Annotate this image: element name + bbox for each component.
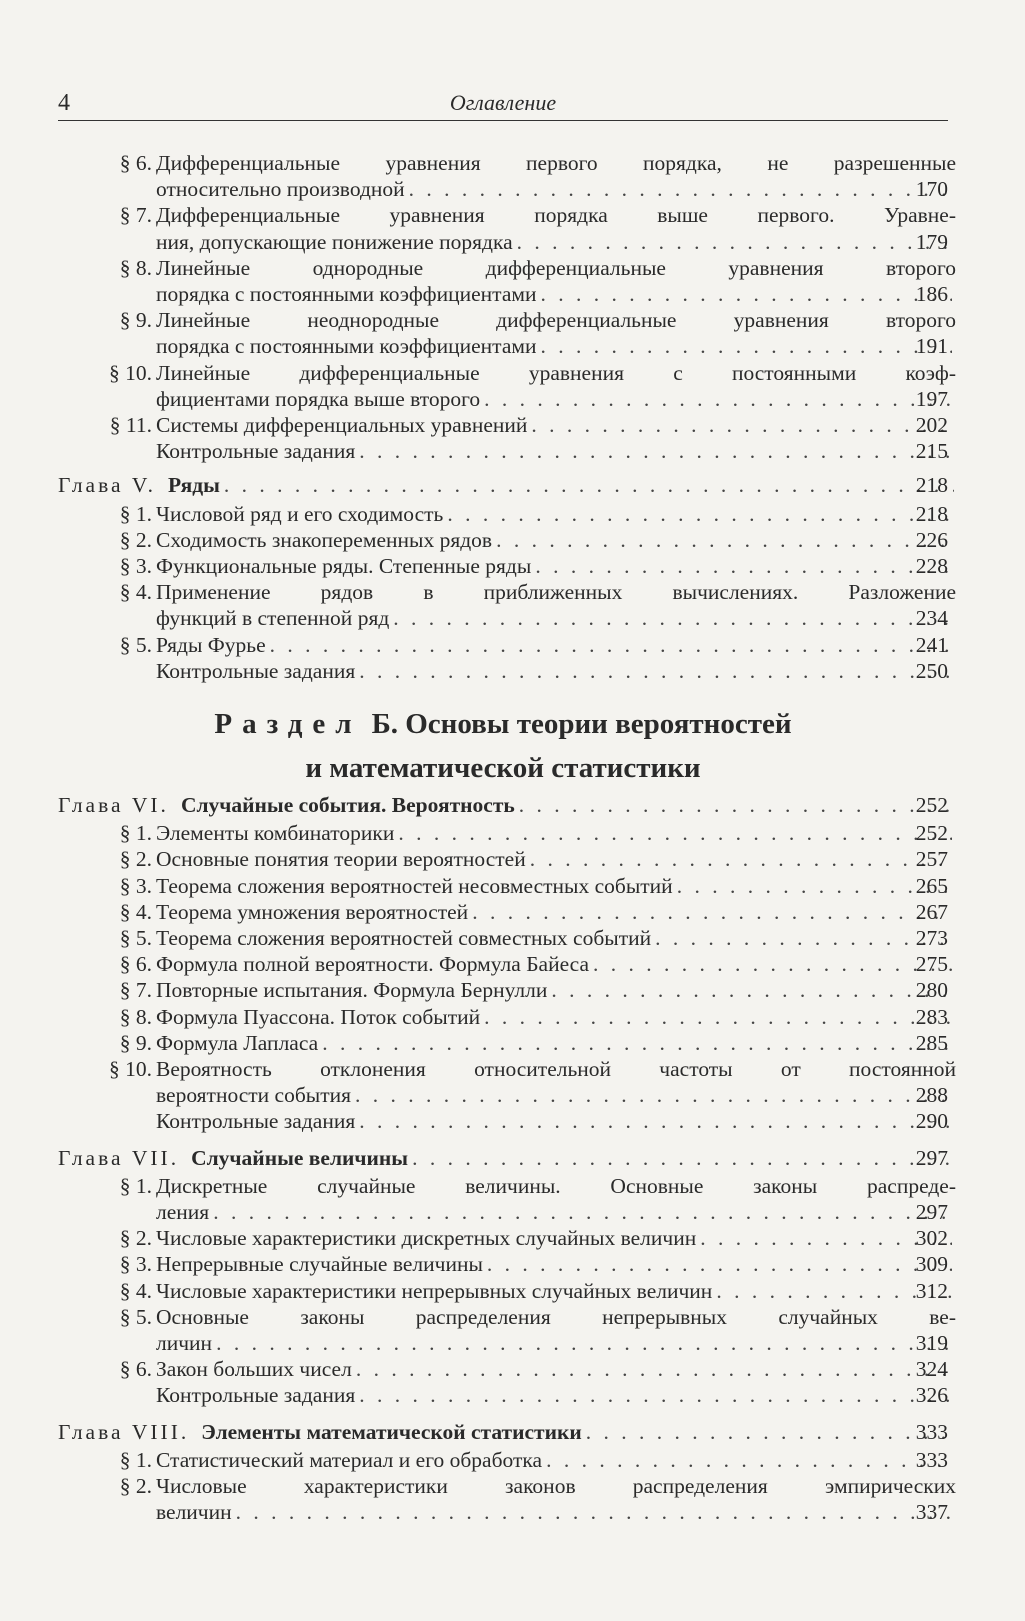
section-title-line1: Б. Основы теории вероятностей [371,708,792,740]
entry-title-line2 [156,1082,956,1109]
entry-title-line [156,951,956,978]
page-number: 4 [58,90,70,116]
entry-page-number: 202 [915,413,948,437]
entry-title-line [156,1356,956,1383]
entry-title-text: относительно производной [156,177,405,202]
entry-title-line [156,1251,956,1278]
entry-title-text: Непрерывные случайные величины [156,1252,483,1277]
section-number: § 5. [119,632,152,657]
entry-page-number: 312 [915,1278,948,1303]
entry-title-line [156,1030,956,1057]
entry-page-number: 333 [915,1447,948,1472]
entry-page-number: 280 [915,978,948,1003]
section-number: § 6. [119,952,152,977]
entry-title-line2 [156,605,956,632]
entry-title-line1: Дифференциальные уравнения первого порядка, не разрешенные [156,151,956,175]
chapter-line [58,472,958,499]
entry-title-line2 [156,229,956,256]
entry-title-line1: Линейные дифференциальные уравнения с постоянными коэф- [156,360,956,385]
chapter-title: Случайные события. Вероятность [180,793,515,817]
entry-title-text: Статистический материал и его обработка [156,1447,543,1472]
leader-dots [398,820,952,847]
section-number: § 3. [119,873,152,898]
chapter-label: Глава V. [58,473,157,498]
leader-dots [447,501,952,528]
section-number: § 10. [109,1057,152,1081]
entry-title-text: Контрольные задания [156,1109,356,1134]
section-number: § 8. [119,1004,152,1029]
chapter-page-number: 218 [915,473,948,498]
section-number: § 2. [119,1226,152,1251]
chapter-title: Элементы математической статистики [201,1419,582,1444]
leader-dots [355,1082,952,1109]
entry-title-line [156,820,956,847]
section-number: § 4. [119,580,152,605]
entry-title-text: порядка с постоянными коэффициентами [156,281,537,306]
entry-page-number: 273 [915,926,948,950]
entry-title-text: Ряды Фурье [156,632,266,657]
entry-title-line [156,977,956,1004]
leader-dots [472,899,952,926]
entry-page-number: 170 [915,177,948,202]
section-number: § 5. [119,1304,152,1329]
section-number: § 1. [119,1173,152,1198]
chapter-label: Глава VII. [58,1145,180,1170]
entry-page-number: 252 [915,821,948,846]
leader-dots [359,1108,952,1135]
entry-page-number: 337 [915,1500,948,1525]
section-number: § 4. [119,1278,152,1303]
section-number: § 2. [119,1474,152,1498]
entry-title-text: фициентами порядка выше второго [156,386,481,411]
leader-dots [487,1251,952,1278]
entry-page-number: 186 [915,281,948,306]
leader-dots [496,527,952,554]
section-heading-line1 [58,702,948,746]
entry-title-text: Функциональные ряды. Степенные ряды [156,554,532,578]
entry-page-number: 257 [915,847,948,872]
section-number: § 3. [119,554,152,578]
entry-title-line2 [156,281,956,308]
leader-dots [236,1499,952,1526]
chapter-line [58,792,958,819]
entry-title-text: величин [156,1500,232,1525]
leader-dots [484,386,952,413]
leader-dots [359,1382,952,1409]
leader-dots [224,472,954,499]
entry-page-number: 302 [915,1226,948,1251]
entry-title-line [156,846,956,873]
entry-title-text: Закон больших чисел [156,1357,352,1382]
entry-title-line [156,925,956,952]
entry-title-line [156,1108,956,1135]
leader-dots [484,1004,952,1031]
entry-page-number: 179 [915,229,948,254]
entry-page-number: 197 [915,386,948,411]
section-number: § 10. [109,360,152,385]
section-number: § 3. [119,1252,152,1277]
entry-title-text: Сходимость знакопеременных рядов [156,527,493,552]
entry-title-line [156,412,956,439]
entry-page-number: 297 [915,1199,948,1224]
entry-title-line2 [156,176,956,203]
section-number: § 2. [119,847,152,872]
entry-title-line2 [156,1199,956,1226]
entry-page-number: 218 [915,501,948,526]
entry-title-text: Повторные испытания. Формула Бернулли [156,978,548,1003]
entry-title-line [156,899,956,926]
entry-title-line1: Применение рядов в приближенных вычислениях. Разложение [156,580,956,605]
entry-title-text: Теорема сложения вероятностей несовместных событий [156,873,673,898]
entry-title-text: Контрольные задания [156,439,356,464]
section-number: § 1. [119,1447,152,1472]
entry-title-text: Числовые характеристики дискретных случайных величин [156,1226,697,1251]
running-title: Оглавление [449,90,557,115]
entry-title-text: ления [156,1199,210,1224]
entry-title-line [156,658,956,685]
entry-title-line [156,1278,956,1305]
entry-title-line [156,873,956,900]
section-number: § 6. [119,151,152,175]
leader-dots [359,658,952,685]
entry-title-text: функций в степенной ряд [156,606,390,631]
entry-title-text: Элементы комбинаторики [156,821,395,846]
entry-page-number: 265 [915,873,948,898]
entry-title-text: личин [156,1330,213,1355]
entry-page-number: 319 [915,1330,948,1355]
section-label: Раздел [214,708,362,740]
section-number: § 1. [119,821,152,846]
entry-page-number: 288 [915,1083,948,1108]
entry-title-line2 [156,1330,956,1357]
entry-title-line [156,553,956,580]
entry-title-line [156,1447,956,1474]
chapter-page-number: 297 [915,1145,948,1170]
entry-page-number: 241 [915,632,948,657]
section-number: § 1. [119,501,152,526]
section-number: § 11. [109,413,152,437]
chapter-label: Глава VIII. [58,1419,190,1444]
entry-title-line1: Числовые характеристики законов распределения эмпирических [156,1474,956,1498]
entry-page-number: 283 [915,1004,948,1029]
leader-dots [359,438,952,465]
section-number: § 9. [119,308,152,333]
entry-title-text: Числовые характеристики непрерывных случайных величин [156,1278,713,1303]
entry-page-number: 267 [915,899,948,924]
chapter-label: Глава VI. [58,793,169,817]
entry-title-text: Формула Пуассона. Поток событий [156,1004,481,1029]
leader-dots [322,1030,952,1057]
entry-page-number: 250 [915,658,948,683]
leader-dots [409,176,952,203]
entry-title-line2 [156,1499,956,1526]
section-number: § 5. [119,926,152,950]
section-title-line2: и математической статистики [305,752,701,784]
entry-title-line1: Основные законы распределения непрерывных случайных ве- [156,1304,956,1329]
leader-dots [517,229,952,256]
section-number: § 6. [119,1357,152,1382]
entry-page-number: 228 [915,554,948,578]
section-number: § 8. [119,255,152,280]
section-heading [58,702,948,790]
entry-page-number: 285 [915,1030,948,1055]
entry-title-line1: Вероятность отклонения относительной частоты от постоянной [156,1057,956,1081]
entry-page-number: 326 [915,1383,948,1408]
entry-title-line [156,438,956,465]
section-number: § 4. [119,899,152,924]
entry-title-text: порядка с постоянными коэффициентами [156,334,537,359]
entry-title-line2 [156,386,956,413]
chapter-line [58,1419,958,1446]
chapter-page-number: 252 [915,793,948,817]
running-header [58,88,948,121]
entry-page-number: 275 [915,952,948,977]
entry-title-text: Формула полной вероятности. Формула Байеса [156,952,590,977]
entry-title-text: Системы дифференциальных уравнений [156,413,528,437]
entry-title-line [156,1225,956,1252]
entry-title-line [156,632,956,659]
entry-title-text: вероятности события [156,1083,352,1108]
entry-title-text: Числовой ряд и его сходимость [156,501,444,526]
entry-page-number: 226 [915,527,948,552]
entry-title-line1: Дифференциальные уравнения порядка выше первого. Уравне- [156,203,956,228]
entry-page-number: 309 [915,1252,948,1277]
section-number: § 7. [119,203,152,228]
chapter-page-number: 333 [915,1419,948,1444]
leader-dots [216,1330,952,1357]
section-number: § 2. [119,527,152,552]
entry-page-number: 215 [915,439,948,464]
entry-title-text: Теорема умножения вероятностей [156,899,469,924]
leader-dots [412,1145,954,1172]
leader-dots [356,1356,952,1383]
entry-title-line [156,501,956,528]
entry-title-text: Теорема сложения вероятностей совместных событий [156,926,652,950]
entry-title-line1: Дискретные случайные величины. Основные законы распреде- [156,1173,956,1198]
entry-title-text: Основные понятия теории вероятностей [156,847,526,872]
entry-page-number: 324 [915,1357,948,1382]
entry-title-text: Контрольные задания [156,1383,356,1408]
entry-title-line1: Линейные однородные дифференциальные уравнения второго [156,255,956,280]
leader-dots [270,632,952,659]
leader-dots [393,605,952,632]
entry-title-line [156,1382,956,1409]
section-number: § 7. [119,978,152,1003]
entry-page-number: 234 [915,606,948,631]
section-number: § 9. [119,1030,152,1055]
entry-title-line1: Линейные неоднородные дифференциальные уравнения второго [156,308,956,333]
entry-title-text: Формула Лапласа [156,1030,319,1055]
entry-page-number: 191 [915,334,948,359]
entry-title-text: ния, допускающие понижение порядка [156,229,513,254]
entry-title-line [156,527,956,554]
entry-title-line2 [156,333,956,360]
entry-title-line [156,1004,956,1031]
chapter-line [58,1145,958,1172]
chapter-title: Случайные величины [191,1145,409,1170]
entry-page-number: 290 [915,1109,948,1134]
leader-dots [213,1199,952,1226]
chapter-title: Ряды [168,473,220,498]
entry-title-text: Контрольные задания [156,658,356,683]
